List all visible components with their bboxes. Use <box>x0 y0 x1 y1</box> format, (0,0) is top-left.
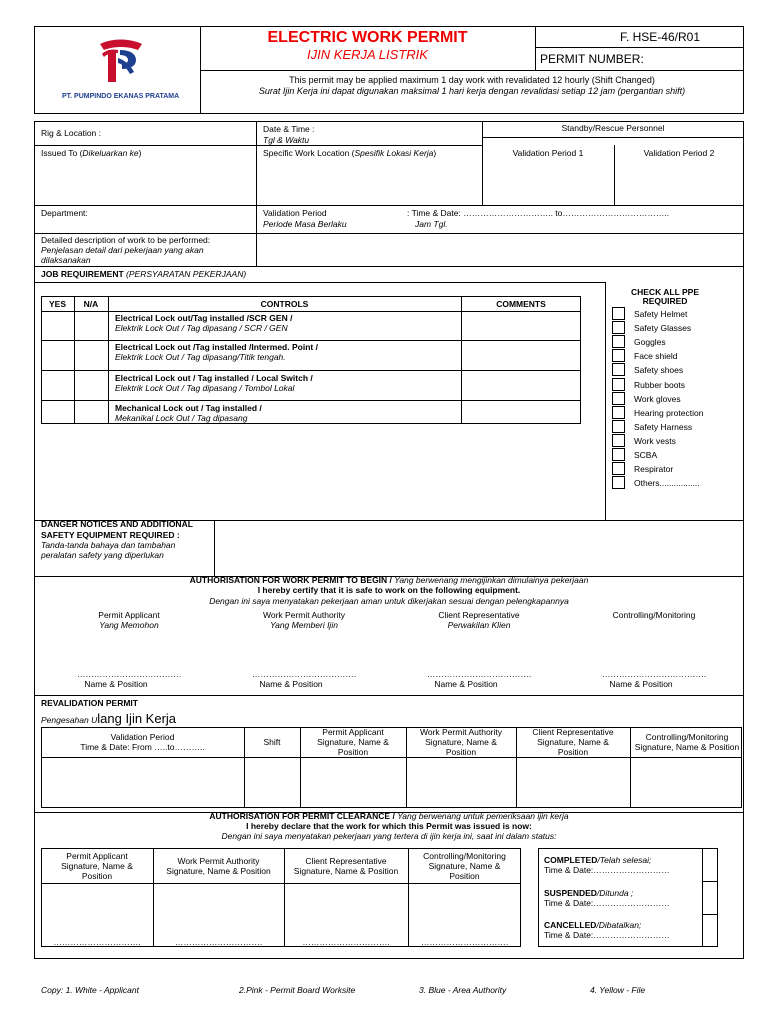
ppe-item-label: Safety Glasses <box>634 323 692 334</box>
divider <box>482 121 483 205</box>
clear-col-authority: Work Permit Authority Signature, Name & Position <box>166 855 271 876</box>
divider <box>535 26 536 70</box>
name-position-label: Name & Position <box>259 679 323 689</box>
issued-to-label: Issued To (Dikeluarkan ke) <box>41 148 142 158</box>
rig-location-label: Rig & Location : <box>41 128 102 138</box>
col-comments: COMMENTS <box>496 299 546 309</box>
description-label-id2: dilaksanakan <box>41 255 91 265</box>
ppe-item-label: Work vests <box>634 435 676 446</box>
status-cancelled: CANCELLED/Dibatalkan; <box>544 920 642 930</box>
signature-dots: …………………………. <box>302 937 390 947</box>
notice-id: Surat Ijin Kerja ini dapat digunakan maksimal 1 hari kerja dengan revalidasi setiap 12 jam (pergantian shift) <box>258 86 686 96</box>
standby-label: Standby/Rescue Personnel <box>561 123 665 133</box>
divider <box>408 848 409 947</box>
ppe-item-label: Others................. <box>634 478 700 489</box>
divider <box>482 137 744 138</box>
ppe-checkbox[interactable] <box>612 434 625 447</box>
name-position-label: Name & Position <box>84 679 148 689</box>
divider <box>34 282 605 283</box>
footer-copy-3: 3. Blue - Area Authority <box>419 985 507 995</box>
validation-period-label: Validation Period <box>263 208 327 218</box>
control-row-3: Electrical Lock out / Tag installed / Local Switch / <box>115 373 313 383</box>
divider <box>300 727 301 808</box>
jam-tgl-label: Jam Tgl. <box>415 219 448 229</box>
divider <box>516 727 517 808</box>
validation-period-1: Validation Period 1 <box>512 148 584 158</box>
form-code: F. HSE-46/R01 <box>619 30 701 44</box>
ppe-checkbox[interactable] <box>612 349 625 362</box>
role-work-permit-authority-id: Yang Memberi Ijin <box>270 620 338 630</box>
clear-col-applicant: Permit Applicant Signature, Name & Position <box>61 850 133 881</box>
divider <box>41 757 742 758</box>
reval-col-shift: Shift <box>263 737 281 747</box>
ppe-title: CHECK ALL PPE <box>630 287 699 297</box>
control-row-3-id: Elektrik Lock Out / Tag dipasang / Tombol Lokal <box>115 383 295 393</box>
divider <box>153 848 154 947</box>
ppe-item-label: Goggles <box>634 337 666 348</box>
status-completed: COMPLETED/Telah selesai; <box>544 855 652 865</box>
clearance-title: AUTHORISATION FOR PERMIT CLEARANCE / Yang berwenang untuk pemeriksaan ijin kerja <box>209 811 569 821</box>
divider <box>34 695 744 696</box>
signature-dots: …………………………. <box>53 937 141 947</box>
reval-col-controlling: Controlling/Monitoring Signature, Name & Position <box>634 732 740 752</box>
divider <box>535 47 744 48</box>
divider <box>605 282 606 520</box>
permit-number-label: PERMIT NUMBER: <box>540 52 644 66</box>
ppe-checkbox[interactable] <box>612 448 625 461</box>
divider <box>41 400 581 401</box>
divider <box>461 296 462 424</box>
clearance-declare-id: Dengan ini saya menyatakan pekerjaan yang tertera di ijin kerja ini, saat ini dalam status: <box>221 831 557 841</box>
ppe-checkbox[interactable] <box>612 406 625 419</box>
divider <box>256 121 257 266</box>
ppe-item-label: Hearing protection <box>634 407 704 418</box>
divider <box>41 311 581 312</box>
ppe-checkbox[interactable] <box>612 476 625 489</box>
divider <box>41 883 521 884</box>
reval-col-client: Client Representative Signature, Name & Position <box>532 727 614 757</box>
company-name: PT. PUMPINDO EKANAS PRATAMA <box>62 93 180 100</box>
ppe-checkbox[interactable] <box>612 392 625 405</box>
ppe-checkbox[interactable] <box>612 462 625 475</box>
form-subtitle: IJIN KERJA LISTRIK <box>307 47 428 62</box>
reval-col-authority: Work Permit Authority Signature, Name & Position <box>419 727 503 757</box>
divider <box>34 233 744 234</box>
clearance-declare: I hereby declare that the work for which this Permit was issued is now: <box>246 821 532 831</box>
ppe-checkbox[interactable] <box>612 335 625 348</box>
ppe-item-label: Safety Helmet <box>634 309 688 319</box>
revalidation-title: REVALIDATION PERMIT <box>41 698 138 708</box>
divider <box>284 848 285 947</box>
control-row-1: Electrical Lock out/Tag installed /SCR GEN / <box>115 313 293 323</box>
control-row-4-id: Mekanikal Lock Out / Tag dipasang <box>115 413 248 423</box>
signature-dots: …………………………. <box>174 937 263 947</box>
danger-notices-label-2: SAFETY EQUIPMENT REQUIRED : <box>41 530 180 540</box>
divider <box>108 296 109 424</box>
ppe-checkbox[interactable] <box>612 378 625 391</box>
ppe-item-label: Work gloves <box>634 393 681 404</box>
signature-dots: ………………………………. <box>251 669 357 679</box>
tgl-waktu-label: Tgl & Waktu <box>263 135 310 145</box>
clear-col-client: Client Representative Signature, Name & Position <box>293 855 399 876</box>
divider <box>214 520 215 576</box>
signature-dots: ………………………………. <box>426 669 532 679</box>
role-work-permit-authority: Work Permit Authority <box>262 610 346 620</box>
role-permit-applicant-id: Yang Memohon <box>99 620 159 630</box>
validation-period-2: Validation Period 2 <box>643 148 715 158</box>
control-row-2: Electrical Lock out /Tag installed /Intermed. Point / <box>115 342 318 352</box>
col-yes: YES <box>48 299 66 309</box>
divider <box>41 340 581 341</box>
footer-copy-4: 4. Yellow - File <box>590 985 646 995</box>
signature-dots: …………………………. <box>420 937 509 947</box>
divider <box>34 145 482 146</box>
name-position-label: Name & Position <box>609 679 673 689</box>
divider <box>74 296 75 424</box>
ppe-item-label: Safety shoes <box>634 365 684 376</box>
footer-copy-2: 2.Pink - Permit Board Worksite <box>239 985 356 995</box>
ppe-checkbox[interactable] <box>612 363 625 376</box>
ppe-item-label: Respirator <box>634 464 674 475</box>
divider <box>702 914 718 915</box>
time-date-range: : Time & Date: ………………………….. to……………………………….. <box>407 208 670 218</box>
divider <box>406 727 407 808</box>
company-logo <box>90 36 150 86</box>
description-label-id: Penjelasan detail dari pekerjaan yang akan <box>41 245 204 255</box>
control-row-2-id: Elektrik Lock Out / Tag dipasang/Titik tengah. <box>115 352 286 362</box>
notice-en: This permit may be applied maximum 1 day work with revalidated 12 hourly (Shift Changed) <box>289 75 655 85</box>
divider <box>630 727 631 808</box>
department-label: Department: <box>41 208 88 218</box>
date-time-label: Date & Time : <box>263 124 315 134</box>
status-cancelled-time: Time & Date:……………………… <box>544 930 670 940</box>
revalidation-subtitle: Pengesahan Ulang Ijin Kerja <box>41 711 177 726</box>
divider <box>34 266 744 267</box>
job-requirement-heading: JOB REQUIREMENT (PERSYARATAN PEKERJAAN) <box>41 269 247 279</box>
clear-col-controlling: Controlling/Monitoring Signature, Name & Position <box>423 850 506 881</box>
ppe-title-2: REQUIRED <box>642 296 688 306</box>
reval-col-validation: Validation Period Time & Date: From …..to……….. <box>80 732 205 752</box>
ppe-checkbox[interactable] <box>612 321 625 334</box>
form-title: ELECTRIC WORK PERMIT <box>267 29 468 46</box>
ppe-item-label: Rubber boots <box>634 379 686 390</box>
reval-col-applicant: Permit Applicant Signature, Name & Position <box>317 727 389 757</box>
danger-notices-id: Tanda-tanda bahaya dan tambahan <box>41 540 176 550</box>
auth-certify: I hereby certify that it is safe to work on the following equipment. <box>257 585 521 595</box>
divider <box>702 848 703 947</box>
divider <box>41 370 581 371</box>
col-na: N/A <box>83 299 99 309</box>
danger-notices-label: DANGER NOTICES AND ADDITIONAL <box>41 519 193 529</box>
signature-dots: ………………………………. <box>601 669 707 679</box>
description-label: Detailed description of work to be performed: <box>41 235 211 245</box>
ppe-item-label: Safety Harness <box>634 421 693 432</box>
danger-notices-id-2: peralatan safety yang diperlukan <box>41 550 164 560</box>
ppe-checkbox[interactable] <box>612 420 625 433</box>
ppe-item-label: Face shield <box>634 351 678 362</box>
status-suspended-time: Time & Date:……………………… <box>544 898 670 908</box>
role-client-representative-id: Perwakilan Klien <box>447 620 511 630</box>
status-suspended: SUSPENDED/Ditunda ; <box>544 888 634 898</box>
divider <box>200 70 744 71</box>
signature-dots: ………………………………. <box>76 669 182 679</box>
auth-certify-id: Dengan ini saya menyatakan pekerjaan aman untuk dikerjakan sesuai dengan pelengkapannya <box>209 596 569 606</box>
col-controls: CONTROLS <box>260 299 309 309</box>
specific-location-label: Specific Work Location (Spesifik Lokasi Kerja) <box>263 148 437 158</box>
status-completed-time: Time & Date:……………………… <box>544 865 670 875</box>
control-row-1-id: Elektrik Lock Out / Tag dipasang / SCR / GEN <box>115 323 288 333</box>
name-position-label: Name & Position <box>434 679 498 689</box>
role-controlling-monitoring: Controlling/Monitoring <box>612 610 696 620</box>
periode-label: Periode Masa Berlaku <box>263 219 347 229</box>
divider <box>34 205 744 206</box>
control-row-4: Mechanical Lock out / Tag installed / <box>115 403 262 413</box>
role-permit-applicant: Permit Applicant <box>98 610 160 620</box>
auth-begin-title: AUTHORISATION FOR WORK PERMIT TO BEGIN / Yang berwenang mengijinkan dimulainya pekerjaan <box>189 575 589 585</box>
role-client-representative: Client Representative <box>438 610 520 620</box>
footer-copy-1: Copy: 1. White - Applicant <box>41 985 139 995</box>
ppe-checkbox[interactable] <box>612 307 625 320</box>
ppe-item-label: SCBA <box>634 450 658 460</box>
divider <box>702 881 718 882</box>
